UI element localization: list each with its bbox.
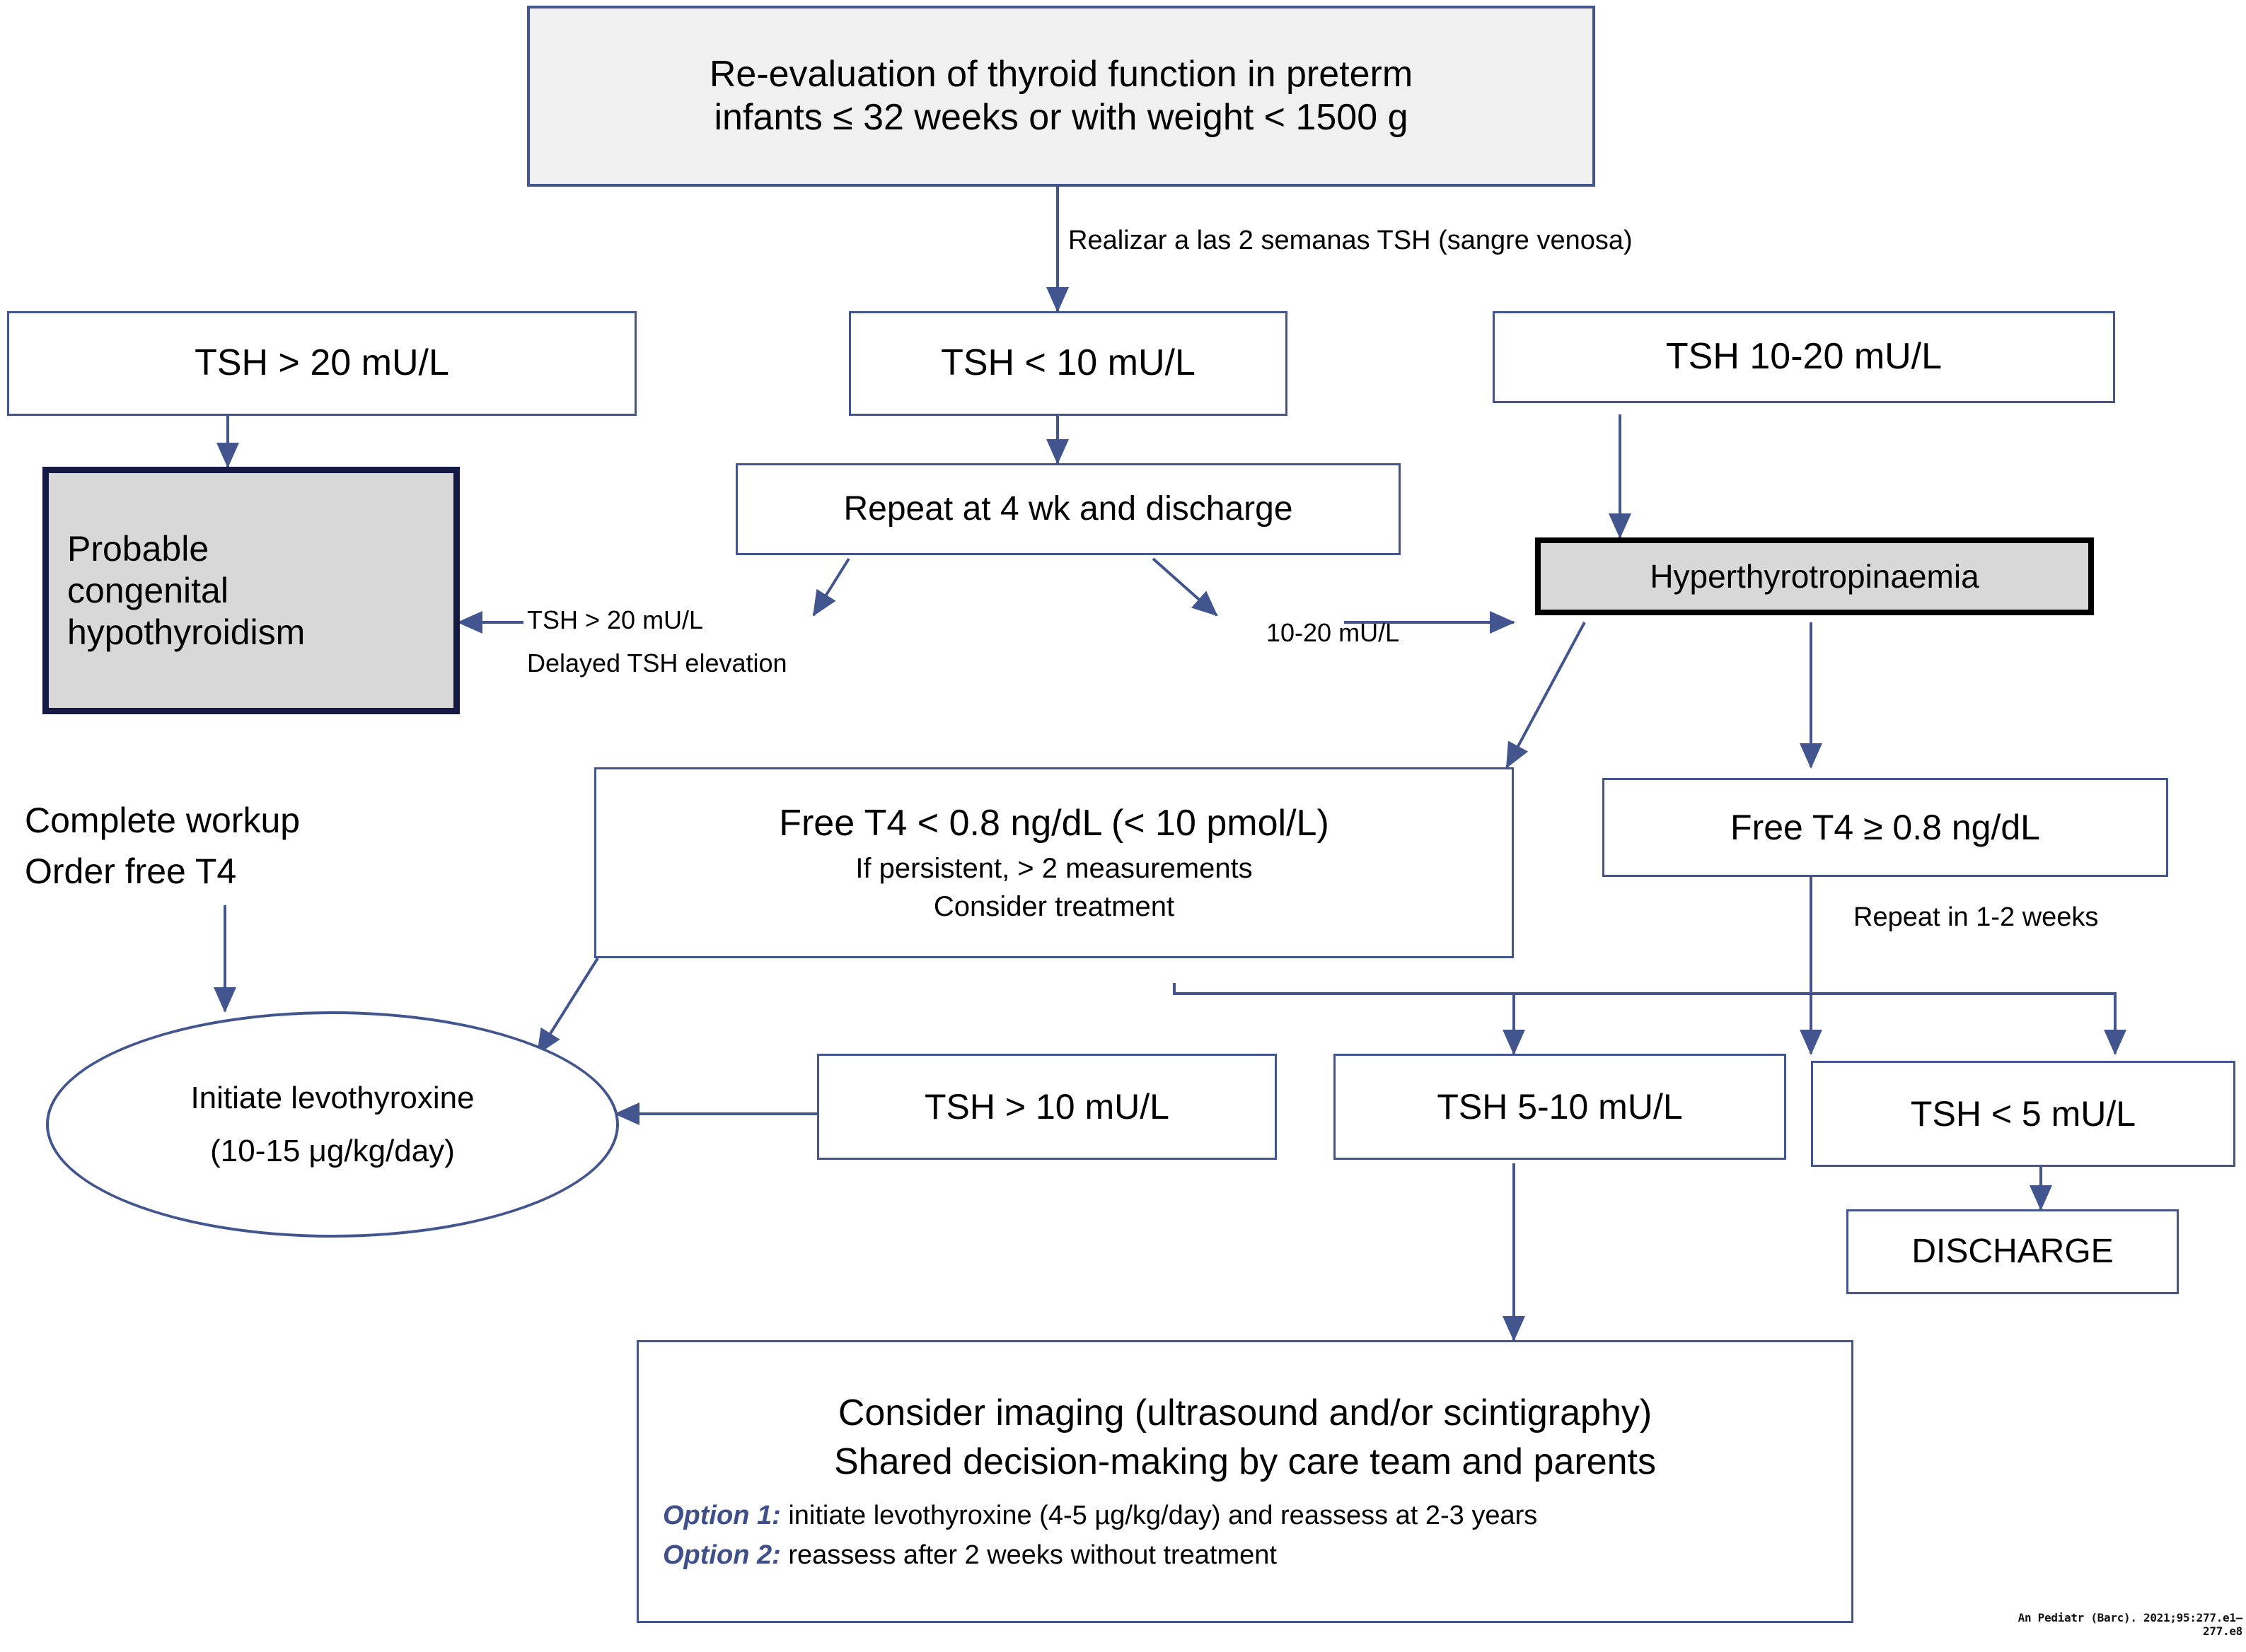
title-line-1: Re-evaluation of thyroid function in preterm bbox=[709, 53, 1413, 95]
free-t4-low-line-3: Consider treatment bbox=[933, 890, 1175, 922]
hyperthyrotropinaemia-label: Hyperthyrotropinaemia bbox=[1650, 557, 1979, 595]
edge-label-repeat-1-2-weeks: Repeat in 1-2 weeks bbox=[1853, 902, 2099, 932]
edge-label-tsh-10-20 bbox=[1266, 605, 1500, 648]
label-complete-workup bbox=[25, 799, 506, 892]
edge-label-tsh-gt20-delayed-line2: Delayed TSH elevation bbox=[527, 648, 787, 678]
option-2-label: Option 2: bbox=[663, 1540, 781, 1571]
option-1-label: Option 1: bbox=[663, 1500, 781, 1530]
option-1-text: initiate levothyroxine (4-5 µg/kg/day) and reassess at 2-3 years bbox=[780, 1500, 1538, 1530]
node-tsh-gt-20-label: TSH > 20 mU/L bbox=[195, 342, 449, 384]
free-t4-low-line-2: If persistent, > 2 measurements bbox=[855, 853, 1253, 885]
node-hyperthyrotropinaemia bbox=[1535, 537, 2094, 615]
node-tsh-5-10 bbox=[1333, 1054, 1786, 1160]
node-title-reevaluation bbox=[527, 6, 1595, 187]
node-tsh-gt-10-label: TSH > 10 mU/L bbox=[925, 1086, 1169, 1127]
probable-ch-line-2: congenital bbox=[67, 570, 228, 610]
journal-credit: An Pediatr (Barc). 2021;95:277.e1–277.e8 bbox=[2018, 1611, 2242, 1638]
node-consider-imaging bbox=[637, 1340, 1853, 1623]
probable-ch-line-3: hypothyroidism bbox=[67, 612, 306, 652]
edge-label-tsh-10-20-line2: 10-20 mU/L bbox=[1266, 618, 1400, 647]
node-free-t4-low bbox=[594, 767, 1514, 958]
node-tsh-10-20 bbox=[1493, 311, 2115, 403]
node-free-t4-normal bbox=[1602, 778, 2168, 877]
node-initiate-levothyroxine bbox=[46, 1011, 619, 1238]
node-tsh-lt-5 bbox=[1811, 1061, 2235, 1167]
option-1-row bbox=[663, 1500, 1827, 1532]
free-t4-low-line-1: Free T4 < 0.8 ng/dL (< 10 pmol/L) bbox=[779, 803, 1329, 844]
probable-ch-line-1: Probable bbox=[67, 528, 209, 569]
node-tsh-lt-10 bbox=[849, 311, 1287, 416]
complete-workup-line-1: Complete workup bbox=[25, 801, 301, 840]
node-tsh-10-20-label: TSH 10-20 mU/L bbox=[1665, 336, 1943, 378]
consider-imaging-line-1: Consider imaging (ultrasound and/or scintigraphy) bbox=[838, 1392, 1652, 1433]
node-probable-congenital-hypothyroidism bbox=[42, 467, 460, 714]
option-2-row bbox=[663, 1540, 1827, 1571]
consider-imaging-line-2: Shared decision-making by care team and parents bbox=[834, 1441, 1656, 1483]
repeat-4wk-label: Repeat at 4 wk and discharge bbox=[843, 489, 1293, 528]
option-2-text: reassess after 2 weeks without treatment bbox=[780, 1540, 1277, 1571]
node-tsh-5-10-label: TSH 5-10 mU/L bbox=[1437, 1086, 1683, 1127]
initiate-levo-line-2: (10-15 μg/kg/day) bbox=[210, 1134, 455, 1168]
node-discharge bbox=[1846, 1209, 2179, 1294]
node-repeat-4wk-discharge bbox=[736, 463, 1401, 555]
edge-label-tsh-gt20-delayed bbox=[527, 605, 937, 678]
initiate-levo-line-1: Initiate levothyroxine bbox=[190, 1081, 475, 1115]
complete-workup-line-2: Order free T4 bbox=[25, 851, 237, 891]
discharge-label: DISCHARGE bbox=[1911, 1232, 2114, 1270]
title-line-2: infants ≤ 32 weeks or with weight < 1500 g bbox=[714, 97, 1408, 138]
free-t4-normal-label: Free T4 ≥ 0.8 ng/dL bbox=[1730, 807, 2040, 847]
edge-label-first-step: Realizar a las 2 semanas TSH (sangre venosa) bbox=[1068, 226, 1633, 255]
node-tsh-gt-10 bbox=[817, 1054, 1277, 1160]
node-tsh-lt-5-label: TSH < 5 mU/L bbox=[1910, 1093, 2136, 1134]
edge-label-tsh-gt20-delayed-line1: TSH > 20 mU/L bbox=[527, 605, 704, 634]
node-tsh-gt-20 bbox=[7, 311, 637, 416]
node-tsh-lt-10-label: TSH < 10 mU/L bbox=[941, 342, 1196, 384]
